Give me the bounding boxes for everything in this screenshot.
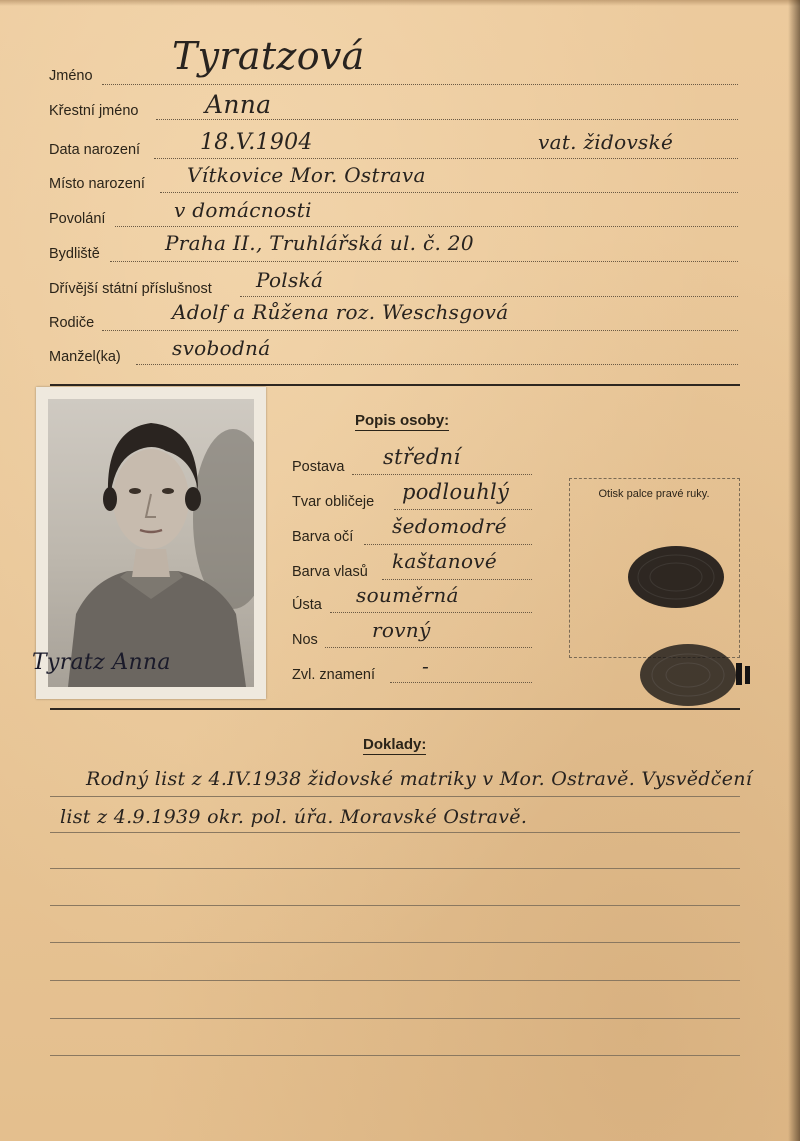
thumbprint-label: Otisk palce pravé ruky. — [598, 488, 710, 500]
label-barva-oci: Barva očí — [292, 529, 354, 545]
label-barva-vlasu: Barva vlasů — [292, 564, 368, 580]
section-rule-2 — [50, 708, 740, 710]
ruled-line-4 — [50, 905, 740, 906]
ruled-line-8 — [50, 1055, 740, 1056]
value-statni-prislusnost: Polská — [256, 268, 324, 292]
value-postava: střední — [383, 445, 461, 469]
dots-krestni-jmeno — [156, 119, 738, 120]
dots-jmeno — [102, 84, 738, 85]
thumbprint-2 — [640, 644, 736, 706]
value-jmeno: Tyratzová — [172, 34, 365, 78]
page-right-edge — [788, 0, 800, 1141]
value-rodice: Adolf a Růžena roz. Weschsgová — [172, 300, 509, 324]
label-statni-prislusnost: Dřívější státní příslušnost — [49, 281, 212, 297]
label-tvar-obliceje: Tvar obličeje — [292, 494, 375, 510]
dots-data-narozeni — [154, 158, 738, 159]
portrait-illustration — [48, 399, 254, 687]
dots-usta — [330, 612, 532, 613]
value-usta: souměrná — [356, 583, 459, 607]
dots-bydliste — [110, 261, 738, 262]
thumbprint-marks — [620, 535, 760, 710]
dots-manzel — [136, 364, 738, 365]
label-povolani: Povolání — [49, 211, 106, 227]
label-misto-narozeni: Místo narození — [49, 176, 145, 192]
value-misto-narozeni: Vítkovice Mor. Ostrava — [187, 163, 426, 187]
label-zvl-znameni: Zvl. znamení — [292, 667, 375, 683]
label-krestni-jmeno: Křestní jméno — [49, 103, 139, 119]
label-jmeno: Jméno — [49, 68, 93, 84]
documents-line-2: list z 4.9.1939 okr. pol. úřa. Moravské Ostravě. — [60, 806, 528, 828]
ruled-line-6 — [50, 980, 740, 981]
ruled-line-2 — [50, 832, 740, 833]
dots-misto-narozeni — [160, 192, 738, 193]
dots-povolani — [115, 226, 738, 227]
value-nabozenstvi: vat. židovské — [538, 130, 674, 154]
label-data-narozeni: Data narození — [49, 142, 141, 158]
value-krestni-jmeno: Anna — [205, 90, 272, 119]
value-manzel: svobodná — [172, 336, 271, 360]
dots-rodice — [102, 330, 738, 331]
page-top-edge — [0, 0, 800, 6]
portrait-photo — [48, 399, 254, 687]
documents-line-1: Rodný list z 4.IV.1938 židovské matriky v Mor. Ostravě. Vysvědčení — [86, 768, 753, 790]
value-nos: rovný — [372, 618, 431, 642]
popis-osoby-heading: Popis osoby: — [355, 412, 450, 429]
ruled-line-3 — [50, 868, 740, 869]
dots-tvar-obliceje — [394, 509, 532, 510]
ruled-line-7 — [50, 1018, 740, 1019]
label-bydliste: Bydliště — [49, 246, 100, 262]
photo-signature: Tyratz Anna — [32, 650, 171, 675]
dots-barva-oci — [364, 544, 532, 545]
section-rule-1 — [50, 384, 740, 386]
value-bydliste: Praha II., Truhlářská ul. č. 20 — [165, 231, 474, 255]
value-barva-oci: šedomodré — [392, 514, 507, 538]
dots-nos — [325, 647, 532, 648]
dots-postava — [352, 474, 532, 475]
value-tvar-obliceje: podlouhlý — [402, 480, 510, 504]
dots-zvl-znameni — [390, 682, 532, 683]
label-rodice: Rodiče — [49, 315, 95, 331]
dots-statni-prislusnost — [240, 296, 738, 297]
label-usta: Ústa — [292, 597, 322, 613]
doklady-heading: Doklady: — [363, 736, 427, 753]
value-data-narozeni: 18.V.1904 — [200, 130, 313, 155]
label-postava: Postava — [292, 459, 345, 475]
dots-barva-vlasu — [382, 579, 532, 580]
value-barva-vlasu: kaštanové — [392, 549, 498, 573]
label-nos: Nos — [292, 632, 318, 648]
value-povolani: v domácnosti — [174, 198, 312, 222]
value-zvl-znameni: - — [422, 654, 430, 678]
ruled-line-5 — [50, 942, 740, 943]
ruled-line-1 — [50, 796, 740, 797]
label-manzel: Manžel(ka) — [49, 349, 121, 365]
